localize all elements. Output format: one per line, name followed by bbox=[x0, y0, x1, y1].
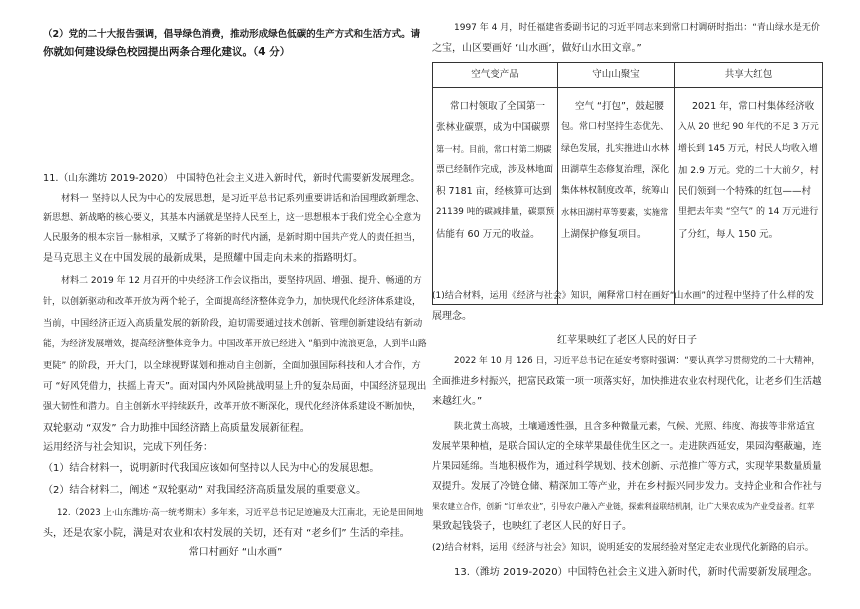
para2-line: 陕北黄土高坡，土壤通透性强，且含多种微量元素，气候、光照、纬度、海拔等非常适宜 bbox=[454, 421, 815, 432]
material2-line: 强大韧性和潜力。自主创新水平持续跃升，改革开放不断深化，现代化经济体系建设不断加快， bbox=[43, 402, 422, 412]
q12-line-2: 头，还是农家小院，满是对农业和农村发展的关切，还有对 “老乡们” 生活的牵挂。 bbox=[43, 528, 410, 539]
q2-text: (2)结合材料，运用《经济与社会》知识，说明延安的发展经验对坚定走农业现代化新路的启示。 bbox=[432, 543, 814, 553]
material1-line: 材料一 坚持以人民为中心的发展思想，是习近平总书记系列重要讲话和治国理政新理念、 bbox=[61, 193, 425, 204]
intro-line-1: 1997 年 4 月，时任福建省委副书记的习近平同志来到常口村调研时指出：“青山绿水是无价 bbox=[454, 23, 820, 33]
cell-line: 票已经制作完成，涉及林地面 bbox=[436, 164, 554, 175]
material2-line: 针，以创新驱动和改革开放为两个轮子，全面提高经济整体竞争力，加快现代化经济体系建设， bbox=[43, 297, 422, 307]
data-table bbox=[432, 62, 823, 305]
q13-text: 13.（潍坊 2019-2020）中国特色社会主义进入新时代，新时代需要新发展理念。 bbox=[454, 567, 818, 578]
cell-line: 田湖草生态修复治理，深化 bbox=[561, 164, 670, 175]
material2-line: 双轮驱动 “双发” 合力助推中国经济踏上高质量发展新征程。 bbox=[43, 423, 310, 434]
para2-line: 片果园延绵。当地积极作为，通过科学规划、技术创新、示范推广等方式，实现苹果数量质量 bbox=[432, 461, 822, 472]
q2-line-1: （2）党的二十大报告强调，倡导绿色消费，推动形成绿色低碳的生产方式和生活方式。请 bbox=[43, 29, 421, 40]
q11-header: 11.（山东潍坊 2019-2020） 中国特色社会主义进入新时代，新时代需要新发展理念。 bbox=[43, 173, 421, 184]
table-row bbox=[433, 88, 823, 305]
para2-line: 双提升。发展了冷链仓储、精深加工等产业，并在乡村振兴同步发力。支持企业和合作社与 bbox=[432, 481, 822, 492]
intro-line-2: 之宝，山区要画好 ‘山水画’，做好山水田文章。” bbox=[432, 43, 642, 54]
q1-line-1: (1)结合材料，运用《经济与社会》知识，阐释常口村在画好“山水画”的过程中坚持了什么样的发 bbox=[432, 291, 815, 301]
cell-line: 加 2.9 万元。党的二十大前夕，村 bbox=[678, 164, 819, 176]
section-title: 红苹果映红了老区人民的好日子 bbox=[557, 335, 697, 346]
cell-line: 2021 年，常口村集体经济收 bbox=[692, 101, 815, 112]
cell-line: 绿色发展，扎实推进山水林 bbox=[561, 143, 670, 154]
material2-line: 当前，中国经济正迈入高质量发展的新阶段，迫切需要通过技术创新、管理创新建设结有新动 bbox=[43, 318, 423, 329]
cell-line: 里把去年卖 “空气” 的 14 万元进行 bbox=[678, 207, 819, 218]
material1-line: 是马克思主义在中国发展的最新成果，是照耀中国走向未来的指路明灯。 bbox=[43, 253, 363, 264]
table-header: 守山山聚宝 bbox=[558, 63, 675, 88]
para1-line: 全面推进乡村振兴，把富民政策一项一项落实好，加快推进农业农村现代化，让老乡们生活越 bbox=[432, 376, 822, 387]
cell-line: 了分红，每人 150 元。 bbox=[678, 228, 779, 240]
material2-line: 更陡” 的阶段，开大门，以全球视野谋划和推动自主创新，全面加强国际科技和人才合作，方 bbox=[43, 360, 421, 371]
cell-line: 第一村。目前，常口村第二期碳 bbox=[436, 143, 552, 154]
table-cell bbox=[433, 88, 558, 305]
cell-line: 民们领到一个特殊的红包——村 bbox=[678, 186, 812, 198]
cell-line: 入从 20 世纪 90 年代的不足 3 万元 bbox=[678, 122, 819, 133]
para1-line: 来越红火。” bbox=[432, 396, 483, 407]
q1-line-2: 展理念。 bbox=[432, 311, 472, 322]
cell-line: 常口村领取了全国第一 bbox=[450, 101, 546, 112]
cell-line: 张林业碳票，成为中国碳票 bbox=[436, 122, 551, 134]
cell-line: 包。常口村坚持生态优先、 bbox=[561, 122, 670, 133]
cell-line: 集体林权制度改革，统筹山 bbox=[561, 186, 670, 197]
q2-line-2: 你就如何建设绿色校园提出两条合理化建议。（4 分） bbox=[43, 46, 291, 58]
material2-line: 可 “好风凭借力，扶摇上青天”。面对国内外风险挑战明显上升的复杂局面，中国经济显现出 bbox=[43, 381, 427, 392]
cell-line: 上湖保护修复项目。 bbox=[561, 228, 647, 240]
task-1: （1）结合材料一，说明新时代我国应该如何坚持以人民为中心的发展思想。 bbox=[43, 463, 380, 474]
para2-line: 果农建立合作，创新 “订单农业”，引导农户融入产业链，探索利益联结机制，让广大果农成为产业受益者。红苹 bbox=[432, 502, 815, 511]
material2-line: 材料二 2019 年 12 月召开的中央经济工作会议指出，要坚持巩固、增强、提升、畅通的方 bbox=[61, 276, 422, 286]
material1-line: 人民服务的根本宗旨一脉相承，又赋予了将新的时代内涵，是新时期中国共产党人的责任担当， bbox=[43, 233, 422, 243]
material1-line: 新思想、新战略的核心要义，其基本内涵就是坚持人民至上，这一思想根本于我们党全心全意为 bbox=[43, 213, 422, 223]
para1-line: 2022 年 10 月 126 日，习近平总书记在延安考察时强调：“要认真学习贯彻党的二十大精神， bbox=[454, 356, 821, 366]
para2-line: 发展苹果种植，是联合国认定的全球苹果最佳优生区之一。走进陕西延安，果园沟壑蔽遍，连 bbox=[432, 441, 822, 452]
cell-line: 估能有 60 万元的收益。 bbox=[436, 228, 540, 240]
cell-line: 空气 “打包”，鼓起腰 bbox=[575, 101, 664, 112]
task-2: （2）结合材料二，阐述 “双轮驱动” 对我国经济高质量发展的重要意义。 bbox=[43, 485, 367, 496]
task-prompt: 运用经济与社会知识，完成下列任务： bbox=[43, 442, 213, 453]
material2-line: 能，为经济发展增效，提高经济整体竞争力。中国改革开放已经进入 “船到中流浪更急，人到半山路 bbox=[43, 339, 427, 349]
cell-line: 水林田湖村草等要素，实施常 bbox=[561, 207, 669, 218]
cell-line: 21139 吨的碳减排量，碳票预 bbox=[436, 207, 555, 218]
table-header: 共享大红包 bbox=[675, 63, 823, 88]
cell-line: 增长到 145 万元，村民人均收入增 bbox=[678, 143, 818, 154]
table-header: 空气变产品 bbox=[433, 63, 558, 88]
cell-line: 积 7181 亩，经核算可达到 bbox=[436, 186, 552, 198]
q12-subtitle: 常口村画好 “山水画” bbox=[188, 547, 283, 558]
q12-line-1: 12.（2023 上·山东潍坊·高一统考期末）多年来，习近平总书记足迹遍及大江南北，无论是田间地 bbox=[57, 508, 424, 518]
table-cell bbox=[558, 88, 675, 305]
para2-line: 果致起钱袋子，也映红了老区人民的好日子。 bbox=[432, 521, 632, 532]
table-header-row bbox=[433, 63, 823, 88]
table-cell bbox=[675, 88, 823, 305]
